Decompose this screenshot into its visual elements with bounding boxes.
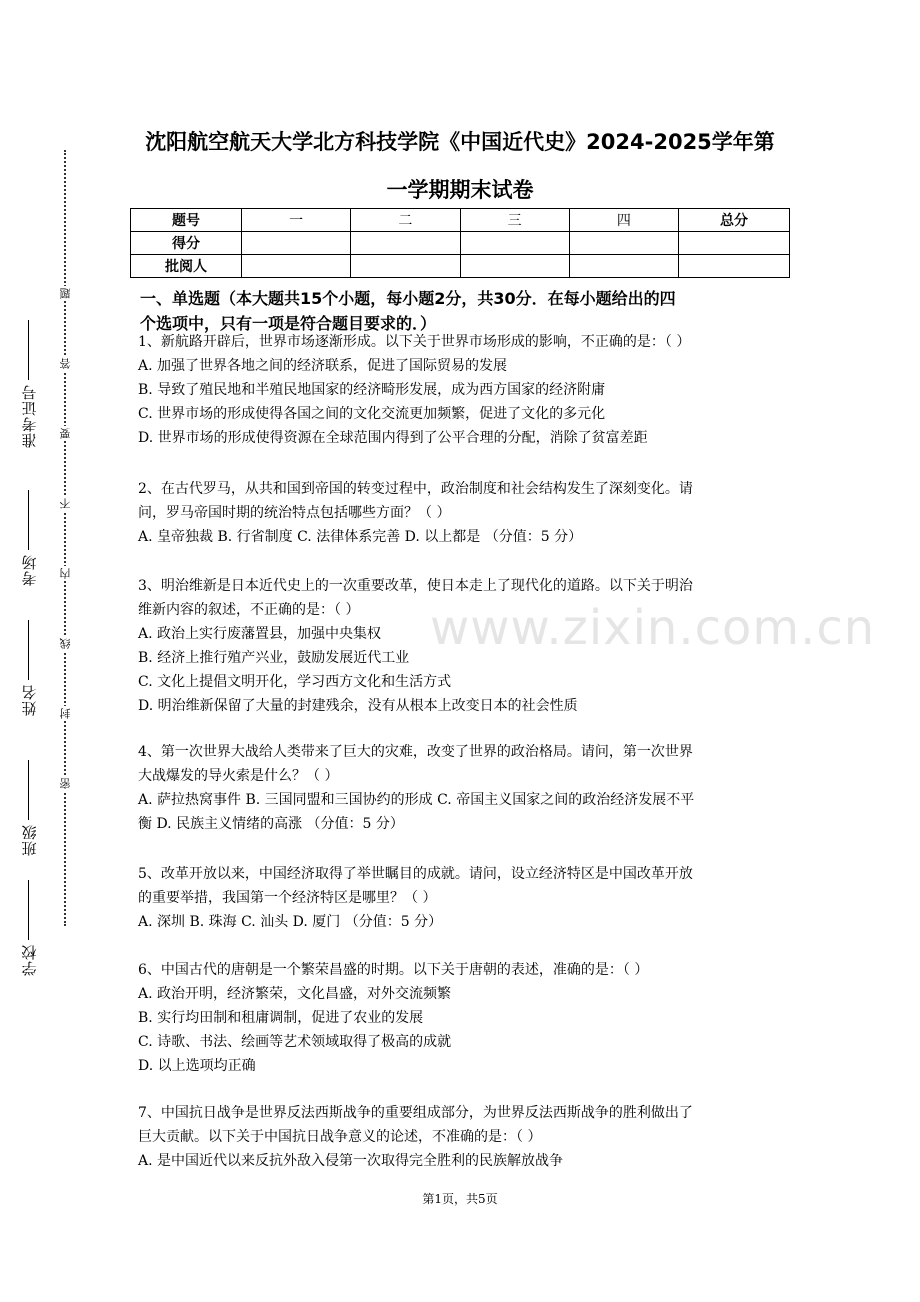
option-d[interactable]: D. 明治维新保留了大量的封建残余，没有从根本上改变日本的社会性质 bbox=[138, 698, 578, 714]
grader-cell[interactable] bbox=[242, 255, 351, 278]
grader-cell[interactable] bbox=[351, 255, 460, 278]
section-heading-line: 个选项中，只有一项是符合题目要求的．） bbox=[140, 314, 437, 333]
class-field bbox=[14, 760, 44, 856]
question-stem: 4、第一次世界大战给人类带来了巨大的灾难，改变了世界的政治格局。请问，第一次世界 bbox=[138, 744, 693, 760]
score-cell[interactable] bbox=[569, 232, 678, 255]
grader-cell[interactable] bbox=[679, 255, 790, 278]
name-label: 姓名 bbox=[20, 684, 39, 716]
score-row bbox=[131, 232, 790, 255]
question-stem: 3、明治维新是日本近代史上的一次重要改革，使日本走上了现代化的道路。以下关于明治 bbox=[138, 578, 693, 594]
section-heading-line: 一、单选题（本大题共15个小题，每小题2分，共30分．在每小题给出的四 bbox=[140, 289, 676, 308]
seal-dotted-line bbox=[64, 150, 66, 926]
seal-char: 不 bbox=[59, 498, 72, 509]
seal-char: 线 bbox=[59, 638, 72, 649]
question-stem: 5、改革开放以来，中国经济取得了举世瞩目的成就。请问，设立经济特区是中国改革开放 bbox=[138, 866, 693, 882]
score-header-cell: 三 bbox=[460, 209, 569, 232]
option-b[interactable]: B. 导致了殖民地和半殖民地国家的经济畸形发展，成为西方国家的经济附庸 bbox=[138, 382, 606, 398]
option-a[interactable]: A. 是中国近代以来反抗外敌入侵第一次取得完全胜利的民族解放战争 bbox=[138, 1153, 564, 1169]
score-table bbox=[130, 208, 790, 278]
score-header-cell: 题号 bbox=[131, 209, 242, 232]
question-7 bbox=[138, 1101, 788, 1173]
seal-char: 题 bbox=[59, 288, 72, 299]
grader-row bbox=[131, 255, 790, 278]
question-stem: 巨大贡献。以下关于中国抗日战争意义的论述，不准确的是：（ ） bbox=[138, 1129, 542, 1145]
exam-id-label: 准考证号 bbox=[20, 384, 39, 448]
question-stem: 2、在古代罗马，从共和国到帝国的转变过程中，政治制度和社会结构发生了深刻变化。请 bbox=[138, 481, 693, 497]
option-a[interactable]: A. 加强了世界各地之间的经济联系，促进了国际贸易的发展 bbox=[138, 358, 508, 374]
school-label: 学校 bbox=[20, 944, 39, 976]
score-header-cell: 二 bbox=[351, 209, 460, 232]
watermark: www.zixin.com.cn bbox=[430, 600, 876, 656]
name-field bbox=[14, 620, 44, 716]
score-header-cell: 四 bbox=[569, 209, 678, 232]
seal-char: 密 bbox=[59, 778, 72, 789]
options-line[interactable]: A. 深圳 B. 珠海 C. 汕头 D. 厦门 （分值：5 分） bbox=[138, 914, 443, 930]
question-stem: 7、中国抗日战争是世界反法西斯战争的重要组成部分，为世界反法西斯战争的胜利做出了 bbox=[138, 1105, 693, 1121]
option-b[interactable]: B. 经济上推行殖产兴业，鼓励发展近代工业 bbox=[138, 650, 410, 666]
score-cell[interactable] bbox=[679, 232, 790, 255]
score-table-header-row bbox=[131, 209, 790, 232]
question-stem: 大战爆发的导火索是什么？（ ） bbox=[138, 768, 339, 784]
option-c[interactable]: C. 文化上提倡文明开化，学习西方文化和生活方式 bbox=[138, 674, 452, 690]
score-cell[interactable] bbox=[460, 232, 569, 255]
question-stem: 问，罗马帝国时期的统治特点包括哪些方面？（ ） bbox=[138, 505, 451, 521]
exam-title-line1: 沈阳航空航天大学北方科技学院《中国近代史》2024-2025学年第 bbox=[145, 130, 775, 154]
school-field bbox=[14, 880, 44, 976]
options-line[interactable]: A. 皇帝独裁 B. 行省制度 C. 法律体系完善 D. 以上都是 （分值：5 分） bbox=[138, 529, 583, 545]
question-2 bbox=[138, 477, 788, 549]
score-row-label: 得分 bbox=[131, 232, 242, 255]
score-header-cell: 一 bbox=[242, 209, 351, 232]
question-stem: 的重要举措，我国第一个经济特区是哪里？（ ） bbox=[138, 890, 437, 906]
question-4 bbox=[138, 740, 788, 836]
section-heading bbox=[140, 286, 790, 336]
question-5 bbox=[138, 862, 788, 934]
option-c[interactable]: C. 诗歌、书法、绘画等艺术领域取得了极高的成就 bbox=[138, 1034, 452, 1050]
question-stem: 6、中国古代的唐朝是一个繁荣昌盛的时期。以下关于唐朝的表述，准确的是：（ ） bbox=[138, 962, 649, 978]
exam-title-line2: 一学期期末试卷 bbox=[386, 178, 534, 202]
score-cell[interactable] bbox=[242, 232, 351, 255]
option-a[interactable]: A. 政治开明，经济繁荣，文化昌盛，对外交流频繁 bbox=[138, 986, 452, 1002]
exam-room-field bbox=[14, 490, 44, 586]
option-d[interactable]: D. 世界市场的形成使得资源在全球范围内得到了公平合理的分配，消除了贫富差距 bbox=[138, 430, 648, 446]
option-b[interactable]: B. 实行均田制和租庸调制，促进了农业的发展 bbox=[138, 1010, 424, 1026]
seal-char: 要 bbox=[59, 428, 72, 439]
question-stem: 1、新航路开辟后，世界市场逐渐形成。以下关于世界市场形成的影响，不正确的是：（ ） bbox=[138, 334, 691, 350]
seal-char: 封 bbox=[59, 708, 72, 719]
grader-cell[interactable] bbox=[460, 255, 569, 278]
seal-char: 答 bbox=[59, 358, 72, 369]
grader-row-label: 批阅人 bbox=[131, 255, 242, 278]
options-line[interactable]: A. 萨拉热窝事件 B. 三国同盟和三国协约的形成 C. 帝国主义国家之间的政治经济发展不平 bbox=[138, 792, 695, 808]
question-1 bbox=[138, 330, 788, 450]
option-c[interactable]: C. 世界市场的形成使得各国之间的文化交流更加频繁，促进了文化的多元化 bbox=[138, 406, 606, 422]
options-line[interactable]: 衡 D. 民族主义情绪的高涨 （分值：5 分） bbox=[138, 816, 404, 832]
question-stem: 维新内容的叙述，不正确的是：（ ） bbox=[138, 602, 360, 618]
exam-id-field bbox=[14, 320, 44, 448]
option-d[interactable]: D. 以上选项均正确 bbox=[138, 1058, 256, 1074]
score-header-cell: 总分 bbox=[679, 209, 790, 232]
seal-char: 内 bbox=[59, 568, 72, 579]
option-a[interactable]: A. 政治上实行废藩置县，加强中央集权 bbox=[138, 626, 382, 642]
class-label: 班级 bbox=[20, 824, 39, 856]
grader-cell[interactable] bbox=[569, 255, 678, 278]
score-cell[interactable] bbox=[351, 232, 460, 255]
page-footer: 第1页，共5页 bbox=[422, 1192, 498, 1206]
question-6 bbox=[138, 958, 788, 1078]
exam-room-label: 考场 bbox=[20, 554, 39, 586]
